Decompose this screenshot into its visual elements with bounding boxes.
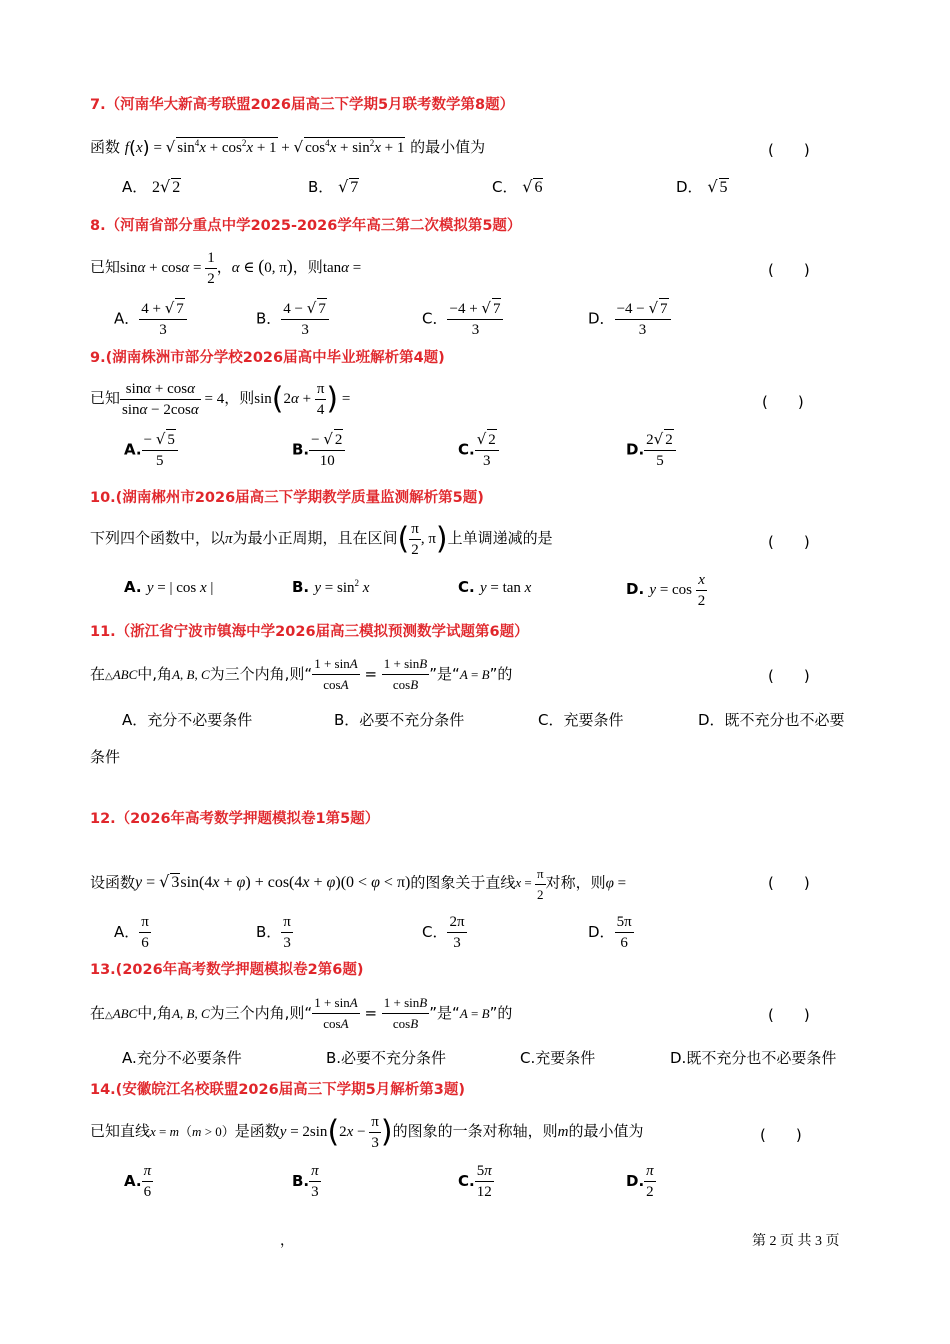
q9-stem xyxy=(90,379,350,420)
q10-option-c xyxy=(458,578,531,597)
q7-option-c-value: √ 6 xyxy=(522,177,543,196)
q10-option-b-label: B. xyxy=(292,578,310,596)
q12-option-b-value: $\frac{\pi}{3}$ xyxy=(283,914,291,951)
q12-mid2: 对称，则 xyxy=(545,873,606,892)
q11-option-d-continued: 条件 xyxy=(90,748,121,766)
q7-option-d-value: √ 5 xyxy=(707,177,728,196)
q9-option-c-label: C. xyxy=(458,440,475,459)
q12-option-b-label: B． xyxy=(256,923,282,941)
q10-option-d-value: y = cos $\frac{x}{2}$ xyxy=(649,572,706,609)
q8-stem xyxy=(90,248,361,289)
q8-option-d-label: D． xyxy=(588,309,615,328)
q10-stem: 下列四个函数中，以π为最小正周期，且在区间( $\frac{\pi}{2}$ , π)上单调递减的是 xyxy=(90,521,553,558)
q11-option-d: D．既不充分也不必要 xyxy=(698,711,845,729)
q12-option-a xyxy=(114,912,151,953)
q10-option-a-label: A. xyxy=(124,578,142,596)
q13-option-d: D.既不充分也不必要条件 xyxy=(670,1049,837,1067)
q7-option-b-value: √ 7 xyxy=(338,177,359,196)
q13-text2: 中,角 xyxy=(137,1004,173,1022)
q9-option-d xyxy=(626,429,676,471)
q7-answer-paren: ( ) xyxy=(768,141,810,159)
q14-answer-paren: ( ) xyxy=(760,1126,802,1144)
q7-heading: 7.（河南华大新高考联盟2026届高三下学期5月联考数学第8题） xyxy=(90,97,515,113)
q11-text1: 在 xyxy=(90,665,106,683)
q8-option-a-label: A． xyxy=(114,309,140,328)
q8-option-c-label: C． xyxy=(422,309,448,328)
q7-formula: f(x) = √ $\sin^4x + \cos^2x + 1$ + √ $\cos^4x + \sin^2x + 1$ xyxy=(124,137,405,159)
q9-formula: $\frac{\sin\alpha + \cos\alpha}{\sin\alpha - 2\cos\alpha}$ = 4 xyxy=(122,381,225,418)
q14-text2: 是函数 xyxy=(234,1121,280,1140)
q7-suffix: 的最小值为 xyxy=(410,138,486,156)
q8-option-c-value: $\frac{-4 + √ 7}{3}$ xyxy=(447,298,503,340)
q14-option-c-label: C. xyxy=(458,1172,475,1190)
q10-option-c-label: C. xyxy=(458,578,475,596)
page-number: 第 2 页 共 3 页 xyxy=(752,1234,840,1249)
q10-option-a xyxy=(124,578,213,597)
q8-formula: sinα + cosα = $\frac{1}{2}$ ，α ∈ (0, π) xyxy=(120,250,293,287)
q12-mid: 的图象关于直线 xyxy=(410,873,516,892)
q12-option-d-label: D． xyxy=(588,923,615,941)
q7-option-c-label: C． xyxy=(492,178,518,196)
q11-heading: 11.（浙江省宁波市镇海中学2026届高三模拟预测数学试题第6题） xyxy=(90,624,529,640)
q10-option-d-label: D. xyxy=(626,579,645,598)
q8-target: tanα = xyxy=(322,259,362,276)
q13-text4: 是 xyxy=(437,1004,453,1022)
q10-option-c-value: y = tan x xyxy=(479,580,532,596)
q9-option-d-label: D. xyxy=(626,440,645,459)
q12-option-b xyxy=(256,912,293,953)
q11-option-c: C．充要条件 xyxy=(538,711,624,729)
q11-option-a: A．充分不必要条件 xyxy=(122,711,253,729)
q9-prefix: 已知 xyxy=(90,388,121,407)
footer-mark: ， xyxy=(280,1234,294,1249)
q12-stem: 设函数y = √ 3sin(4x + φ) + cos(4x + φ)(0 < φ < π)的图象关于直线x = $\frac{\pi}{2}$ 对称，则φ = xyxy=(90,866,627,902)
q7-option-d xyxy=(676,176,729,197)
q9-target: sin(2α + $\frac{\pi}{4}$ ) = xyxy=(254,381,351,418)
q8-option-c xyxy=(422,298,503,340)
q8-option-a-value: $\frac{4 + √ 7}{3}$ xyxy=(139,298,187,340)
q7-option-c xyxy=(492,176,543,197)
q8-answer-paren: ( ) xyxy=(768,261,810,279)
q12-option-d xyxy=(588,912,634,953)
q7-option-b xyxy=(308,176,359,197)
q13-option-a: A.充分不必要条件 xyxy=(122,1049,242,1067)
q12-option-d-value: $\frac{5\pi}{6}$ xyxy=(616,914,632,951)
q8-option-b-value: $\frac{4 - √ 7}{3}$ xyxy=(281,298,329,340)
q11-answer-paren: ( ) xyxy=(768,667,810,685)
q9-mid: ，则 xyxy=(224,388,255,407)
q7-option-b-label: B． xyxy=(308,178,334,196)
q14-option-c xyxy=(458,1161,494,1202)
q9-option-c-value: $\frac{√ 2}{3}$ xyxy=(475,429,499,471)
q13-option-c: C.充要条件 xyxy=(520,1049,596,1067)
q12-prefix: 设函数 xyxy=(90,873,136,892)
q9-option-b-value: $\frac{- √ 2}{10}$ xyxy=(309,429,345,471)
q11-stem: 在△ABC中,角A, B, C为三个内角,则“ $\frac{1 + \sin A}{\cos A}$ = $\frac{1 + \sin B}{\cos B}$ ”是“A = B”的 xyxy=(90,656,513,692)
q11-text3: 为三个内角,则 xyxy=(209,665,305,683)
q9-option-d-value: $\frac{2√ 2}{5}$ xyxy=(644,429,676,471)
q12-option-c xyxy=(422,912,467,953)
q13-text1: 在 xyxy=(90,1004,106,1022)
q8-heading: 8.（河南省部分重点中学2025-2026学年高三第二次模拟第5题） xyxy=(90,218,522,234)
q14-text3: 的图象的一条对称轴，则 xyxy=(392,1121,558,1140)
q8-option-a xyxy=(114,298,187,340)
q11-text4: 是 xyxy=(437,665,453,683)
q10-option-d xyxy=(626,570,707,611)
q10-option-a-value: y = | cos x | xyxy=(146,580,214,596)
q14-option-d-value: $\frac{\pi}{2}$ xyxy=(646,1163,654,1200)
q14-option-b-value: $\frac{\pi}{3}$ xyxy=(311,1163,319,1200)
q9-option-a-value: $\frac{- √ 5}{5}$ xyxy=(142,429,178,471)
q10-option-b xyxy=(292,578,369,597)
q14-option-a xyxy=(124,1161,153,1202)
q13-option-b: B.必要不充分条件 xyxy=(326,1049,447,1067)
q12-formula: y = √ 3sin(4x + φ) + cos(4x + φ)(0 < φ < π) xyxy=(135,872,411,892)
q9-option-b xyxy=(292,429,345,471)
q13-text3: 为三个内角,则 xyxy=(209,1004,305,1022)
q9-option-b-label: B. xyxy=(292,440,310,459)
q14-option-d-label: D. xyxy=(626,1172,645,1190)
q12-option-a-label: A． xyxy=(114,923,140,941)
q9-answer-paren: ( ) xyxy=(762,393,804,411)
q14-text1: 已知直线 xyxy=(90,1121,151,1140)
q13-heading: 13.(2026年高考数学押题模拟卷2第6题) xyxy=(90,962,364,978)
q13-text5: 的 xyxy=(497,1004,513,1022)
q7-option-d-label: D． xyxy=(676,178,703,196)
q14-option-b xyxy=(292,1161,321,1202)
q12-heading: 12.（2026年高考数学押题模拟卷1第5题） xyxy=(90,811,380,827)
q10-option-b-value: $y = \sin^2 x$ xyxy=(314,578,370,596)
q11-text2: 中,角 xyxy=(137,665,173,683)
q14-text4: 的最小值为 xyxy=(568,1121,644,1140)
q7-option-a-value: 2√ 2 xyxy=(152,177,181,196)
q8-option-b-label: B． xyxy=(256,309,282,328)
q8-prefix: 已知 xyxy=(90,257,121,276)
q10-interval: ( $\frac{\pi}{2}$ , π) xyxy=(397,521,448,558)
q13-answer-paren: ( ) xyxy=(768,1006,810,1024)
q14-stem: 已知直线x = m（m > 0）是函数y = 2sin(2x − $\frac{\pi}{3}$ )的图象的一条对称轴，则m的最小值为 xyxy=(90,1114,644,1151)
q8-mid: ，则 xyxy=(292,257,323,276)
q14-option-b-label: B. xyxy=(292,1172,310,1190)
q14-option-c-value: $\frac{5\pi}{12}$ xyxy=(476,1163,492,1200)
q10-text2: 为最小正周期，且在区间 xyxy=(232,528,398,547)
q14-heading: 14.(安徽皖江名校联盟2026届高三下学期5月解析第3题) xyxy=(90,1082,465,1098)
q8-option-b xyxy=(256,298,329,340)
q7-option-a xyxy=(122,176,181,197)
q9-option-a xyxy=(124,429,178,471)
q7-option-a-label: A． xyxy=(122,178,148,196)
q12-option-c-label: C． xyxy=(422,923,448,941)
q8-option-d-value: $\frac{-4 - √ 7}{3}$ xyxy=(615,298,671,340)
q14-option-a-label: A. xyxy=(124,1172,142,1190)
q7-prefix: 函数 xyxy=(90,138,121,156)
q11-option-b: B．必要不充分条件 xyxy=(334,711,465,729)
q10-text3: 上单调递减的是 xyxy=(447,528,553,547)
q13-stem: 在△ABC中,角A, B, C为三个内角,则“ $\frac{1 + \sin A}{\cos A}$ = $\frac{1 + \sin B}{\cos B}$ ”是“A = B”的 xyxy=(90,995,513,1031)
q9-option-c xyxy=(458,429,499,471)
q8-option-d xyxy=(588,298,671,340)
q11-text5: 的 xyxy=(497,665,513,683)
q14-option-a-value: $\frac{\pi}{6}$ xyxy=(143,1163,152,1200)
q10-text1: 下列四个函数中，以 xyxy=(90,528,226,547)
q9-option-a-label: A. xyxy=(124,440,142,459)
q7-stem xyxy=(90,136,485,158)
q14-formula: y = 2sin(2x − $\frac{\pi}{3}$ ) xyxy=(279,1114,393,1151)
q10-heading: 10.(湖南郴州市2026届高三下学期教学质量监测解析第5题) xyxy=(90,490,484,506)
q12-option-a-value: $\frac{\pi}{6}$ xyxy=(141,914,149,951)
q12-answer-paren: ( ) xyxy=(768,874,810,892)
q10-answer-paren: ( ) xyxy=(768,533,810,551)
q12-option-c-value: $\frac{2\pi}{3}$ xyxy=(449,914,465,951)
q14-option-d xyxy=(626,1161,656,1202)
q9-heading: 9.(湖南株洲市部分学校2026届高中毕业班解析第4题) xyxy=(90,350,445,366)
